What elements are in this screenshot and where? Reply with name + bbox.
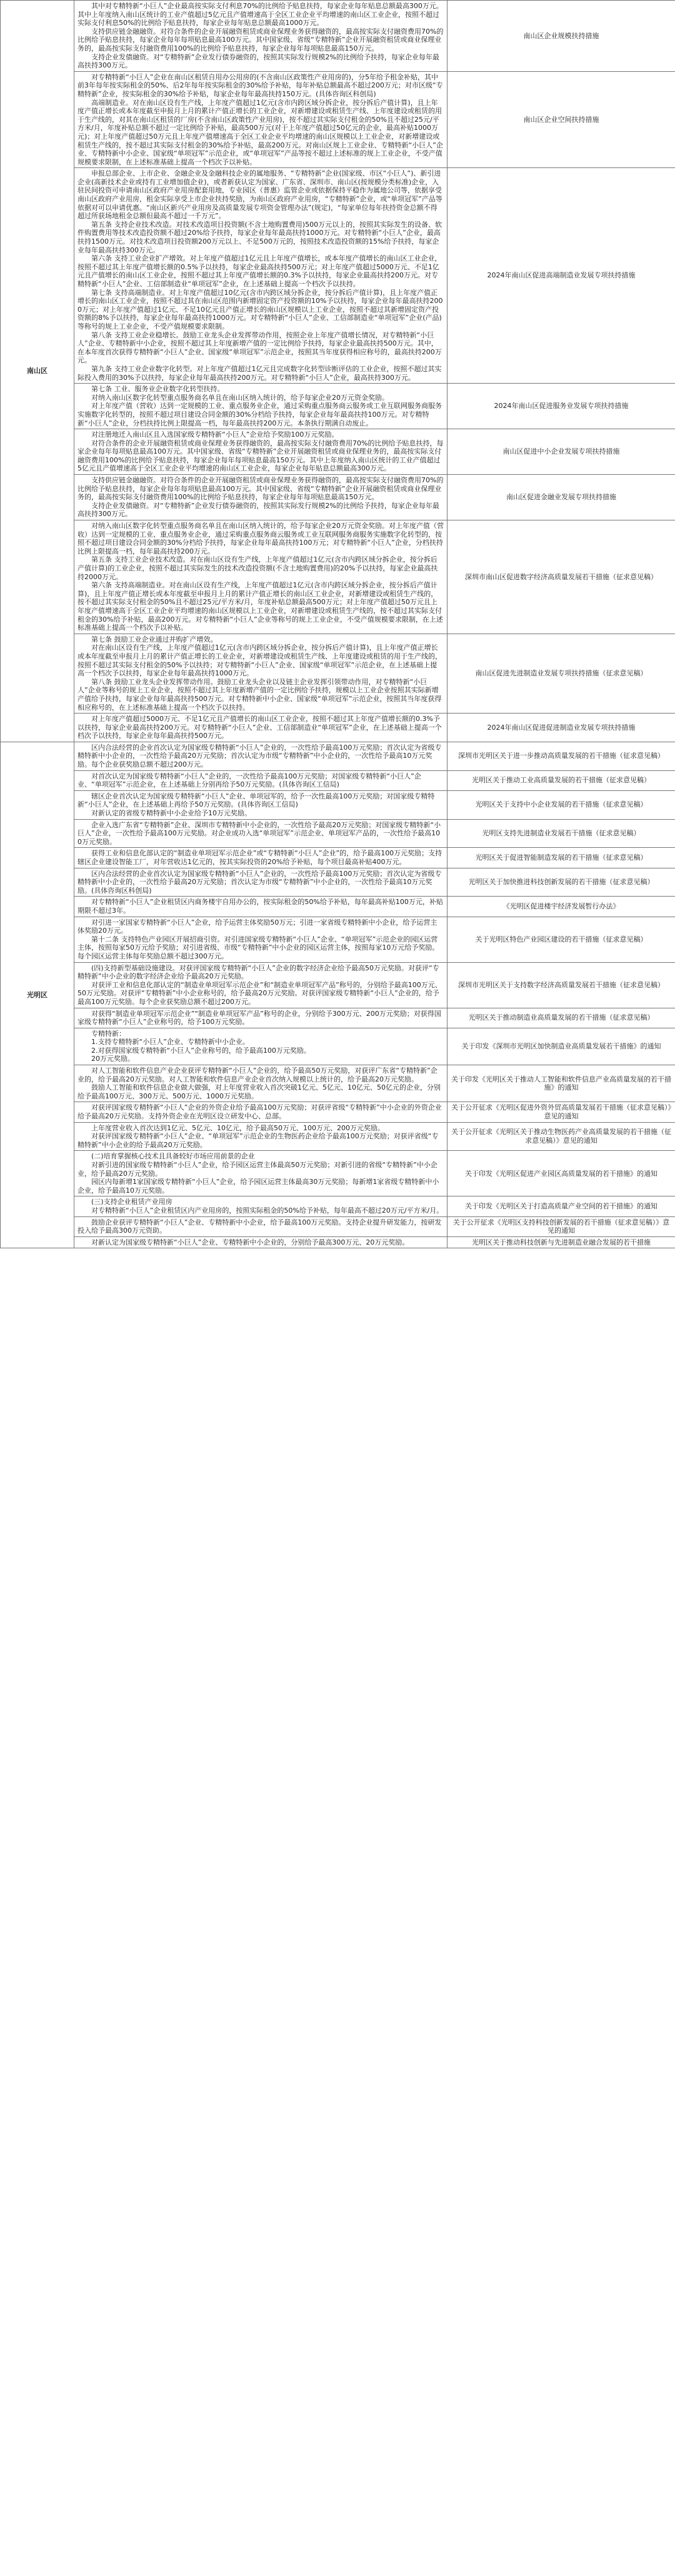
content-cell bbox=[74, 868, 448, 897]
content-paragraph: 区内合法经营的企业首次认定为国家级专精特新“小巨人”企业的，一次性给予最高100万元奖励；首次认定为省级专精特新中小企业的，一次性给予最高20万元奖励；首次认定为市级“专精特新”中小企业的，一次性给予最高10万元奖励。(具体咨询区科创局) bbox=[78, 869, 442, 895]
table-row bbox=[1, 742, 675, 770]
table-row bbox=[1, 1151, 675, 1196]
table-row bbox=[1, 819, 675, 848]
policy-name-cell: 2024年南山区促进促进制造业发展专项扶持措施 bbox=[448, 714, 675, 742]
content-cell bbox=[74, 475, 448, 520]
table-row bbox=[1, 897, 675, 917]
policy-table bbox=[0, 0, 675, 1248]
content-paragraph: 第九条 支持工业企业数字化转型。对上年度产值超过1亿元且完成数字化转型诊断评估的工业企业，按照不超过其实际投入费用的30%予以扶持，每家企业每年最高扶持200万元。对专精特新“小巨人”企业，最高扶持300万元。 bbox=[78, 364, 442, 382]
content-cell bbox=[74, 1102, 448, 1122]
content-cell bbox=[74, 1065, 448, 1102]
policy-name-cell: 光明区关于加快推进科技创新发展的若干措施（征求意见稿） bbox=[448, 868, 675, 897]
content-paragraph: 区内合法经营的企业首次认定为国家级专精特新“小巨人”企业的，一次性给予最高100万元奖励；首次认定为省级专精特新中小企业的，一次性给予最高20万元奖励；首次认定为市级“专精特新”中小企业的，一次性给予最高10万元奖励。每个企业获奖励总额不超过200万元。 bbox=[78, 743, 442, 769]
content-cell bbox=[74, 71, 448, 168]
content-cell bbox=[74, 1236, 448, 1248]
content-paragraph: 第八条 支持工业企业稳增长。鼓励工业龙头企业发挥带动作用，按照企业上年度产值增长情况，对专精特新“小巨人”企业、专精特新中小企业，按照不超过其上年度新增产值的一定比例给予扶持，每家企业最高扶持500万元。其中，在本年度首次获得专精特新“小巨人”企业、国家级“单项冠军”示范企业，按照其当年度获得相应称号的，最高扶持200万元。 bbox=[78, 331, 442, 365]
content-paragraph: 对新认定为国家级专精特新“小巨人”企业、专精特新中小企业的，分别给予最高300万元、20万元奖励。 bbox=[91, 1238, 409, 1246]
content-cell bbox=[74, 1008, 448, 1028]
table-row bbox=[1, 917, 675, 962]
content-cell bbox=[74, 714, 448, 742]
content-cell bbox=[74, 520, 448, 634]
content-paragraph: 申报总部企业、上市企业、金融企业及金融科技企业的属地服务、“专精特新”企业(国家级、市区“小巨人”)、新引进企业(高新技术企业或持有工业增加值企业)，或者新获认定为国家、广东省、深圳市、南山区(按规模分类标准)企业，入驻民间投资可申请南山区政府产业用房配套用地，专业园区（普惠）监管企业或依据保持平稳作为属地公司等，依据享受南山区政府产业用房，租金实际享受上市企业扶持奖励，为南山区政府产业用房，“专精特新”企业，或“单项冠军”产品等依据对可以申请优惠。“南山区新兴产业用房及高质量发展专项资金管理办法”(规定)，“每家单位每年扶持资金总额不得超过所获场地租金总额但最高不超过一千万元”。 bbox=[78, 169, 442, 221]
content-paragraph: 对新认定的省级专精特新中小企业给予10万元奖励。 bbox=[91, 809, 251, 818]
content-paragraph: 园区内每新增1家国家级专精特新“小巨人”企业，给予园区运营主体最高30万元奖励；每新增1家省级专精特新中小企业，给予最高10万元奖励。 bbox=[78, 1178, 439, 1195]
content-paragraph: 支持供应链金融融资。对符合条件的企业开展融资租赁或商业保理业务获得融资的，最高按实际支付融资费用70%的比例给予贴息扶持，每家企业每年每项贴息最高100万元。其中国家级、省级“专精特新”企业开展融资租赁或商业保理业务的，最高按实际支付融资费用100%的比例给予贴息扶持，每家企业每年每项贴息最高150万元。 bbox=[78, 27, 444, 52]
content-paragraph: 对获得“制造业单项冠军示范企业”“制造业单项冠军产品”称号的企业，分别给予300万元、200万元奖励；对获得国家级专精特新“小巨人”企业称号的，给予100万元奖励。 bbox=[78, 1009, 441, 1027]
policy-name-cell: 光明区支持先进制造业发展若干措施（征求意见稿） bbox=[448, 819, 675, 848]
content-paragraph: 对上年度产值（营收）达到一定规模的工业、重点服务业企业，通过采购重点服务商云服务或工业互联网服务商服务实施数字化转型的，按照不超过项目建设合同金额的30%分档给予扶持，每家企业每年最高扶持100万元。对专精特新“小巨人”企业，分档扶持比例上限提高一档，每年最高扶持200万元。本条执行期满自动废止。 bbox=[78, 402, 442, 427]
content-paragraph: 鼓励人工智能和软件信息企业做大做强，对上年度营业收入首次突破1亿元、5亿元、10亿元、50亿元的企业，分别给予最高100万元、300万元、500万元、1000万元奖励。 bbox=[78, 1083, 441, 1100]
content-paragraph: 对获评国家级专精特新“小巨人”企业的外资企业给予最高100万元奖励；对获评省级“专精特新”中小企业的外资企业给予最高20万元奖励。支持外资企业在光明区设立研发中心、总部。 bbox=[78, 1103, 442, 1121]
content-paragraph: 鼓励企业获评专精特新“小巨人”企业、专精特新中小企业，给予最高100万元奖励。支持企业提升研发能力，按研发投入给予最高300万元资助。 bbox=[78, 1218, 442, 1235]
table-row bbox=[1, 475, 675, 520]
content-paragraph: 对获评国家级专精特新“小巨人”企业、“单项冠军”示范企业的生物医药企业给予最高100万元奖励；对获评省级“专精特新”中小企业的给予最高20万元奖励。 bbox=[78, 1132, 439, 1149]
content-cell bbox=[74, 1122, 448, 1151]
table-row bbox=[1, 868, 675, 897]
table-row bbox=[1, 634, 675, 713]
table-row bbox=[1, 384, 675, 429]
content-cell bbox=[74, 1, 448, 72]
table-row bbox=[1, 1, 675, 72]
content-paragraph: 高端制造业。对在南山区设有生产线，上年度产值超过1亿元(含市内跨区域分拆企业，按分拆后产值计算)，且上年度产值正增长或本年度截至申报月上月的累计产值正增长的工业企业，对新增建设或租赁生产线、上年度建设或租赁的用于生产线的，对其在南山区租赁的厂房(不含南山区政策性产业用房)，按不超过其实际支付租金的50%且不超过25元/平方米/月，年度补贴总额不超过一定比例给予补贴，最高500万元(对于上年度产值超过50亿元的企业，最高补贴1000万元)；对上年度产值超过50万元且上年度产值增速高于全区工业企业平均增速的南山区规模以上工业企业，对新增建设或租赁生产线的，按不超过其实际支付租金的30%给予补贴，最高200万元。对南山区规上工业企业、专精特新“小巨人”企业、专精特新中小企业、国家级“单项冠军”示范企业，或“单项冠军”产品等按不超过上述标准的规上工业企业，不受产值规模要求限制，在上述标准基础上提高一个档次予以补贴。 bbox=[78, 98, 443, 166]
content-paragraph: 专精特新： bbox=[91, 1029, 126, 1038]
content-cell bbox=[74, 634, 448, 713]
content-paragraph: 对新引进的国家级专精特新“小巨人”企业，给予园区运营主体最高50万元奖励；对新引进的省级“专精特新”中小企业，给予最高20万元奖励。 bbox=[78, 1161, 438, 1178]
table-row bbox=[1, 520, 675, 634]
policy-name-cell: 光明区关于推动科技创新与先进制造业融合发展的若干措施 bbox=[448, 1236, 675, 1248]
content-cell bbox=[74, 962, 448, 1008]
table-row bbox=[1, 770, 675, 790]
content-cell bbox=[74, 429, 448, 475]
district-cell: 南山区 bbox=[1, 1, 74, 742]
table-row bbox=[1, 1196, 675, 1216]
content-paragraph: 20万元奖励。 bbox=[91, 1055, 134, 1063]
content-paragraph: 对纳入南山区数字化转型重点服务商名单且在南山区纳入统计的，给予每家企业20万元资金奖励。 bbox=[91, 393, 389, 402]
content-paragraph: (二)培育掌握核心技术且具备较好市场应用前景的企业 bbox=[91, 1152, 255, 1161]
content-cell bbox=[74, 742, 448, 770]
policy-name-cell: 南山区促进中小企业发展专项扶持措施 bbox=[448, 429, 675, 475]
district-cell: 光明区 bbox=[1, 742, 74, 1248]
table-row bbox=[1, 71, 675, 168]
content-cell bbox=[74, 168, 448, 384]
content-paragraph: 对专精特新“小巨人”企业在南山区租赁自用办公用房的(不含南山区政策性产业用房的)，分5年给予租金补贴，其中前3年每年按实际租金的50%、后2年每年按实际租金的30%给予补贴，每年补贴总额最高不超过200万元；对市区级“专精特新”企业，按实际租金的30%给予补贴，每家企业每年最高扶持150万元。(具体咨询区科创局) bbox=[78, 72, 443, 98]
content-paragraph: 对引进一家国家专精特新“小巨人”企业，给予运营主体奖励50万元；引进一家省级专精特新中小企业，给予运营主体奖励20万元。 bbox=[78, 918, 438, 935]
content-paragraph: 对在南山区设有生产线，上年度产值超过1亿元(含市内跨区域分拆企业，按分拆后产值计算)，且上年度产值正增长或本年度截至申报月上月的累计产值正增长的工业企业，对新增建设或租赁生产线、上年度建设或租赁的用于生产线的，按照不超过其实际支付租金的50%予以扶持；对专精特新“小巨人”企业、国家级“单项冠军”示范企业，在上述基础上提高一个档次予以扶持，每家企业每年最高扶持1000万元。 bbox=[78, 644, 442, 678]
content-paragraph: 对获评工业和信息化部认定的“制造业单项冠军示范企业”和“制造业单项冠军产品”称号的，分别给予最高100万元、50万元奖励。对获评“专精特新”中小企业称号的，给予最高20万元奖励。对获评国家级专精特新“小巨人”企业的，给予最高100万元奖励。每个企业获奖励总额不超过200万元。 bbox=[78, 980, 442, 1006]
policy-name-cell: 南山区企业规模扶持措施 bbox=[448, 1, 675, 72]
content-paragraph: 第六条 支持高端制造业。对在南山区设有生产线，上年度产值超过1亿元(含市内跨区域分拆企业，按分拆后产值计算)，且上年度产值正增长或本年度截至申报月上月的累计产值正增长的南山区工业企业，对新增建设或租赁生产线的，按不超过其实际支付租金的50%且不超过25元/平方米/月，年度补贴总额最高500万元；对上年度产值超过50万元且上年度产值增速高于全区工业企业平均增速的南山区规模以上工业企业，对新增建设或租赁生产线的，按不超过其实际支付租金的30%给予补贴，最高200万元。对专精特新“小巨人”企业等称号的规上工业企业，不受产值规模要求限制，在上述标准基础上提高一个档次予以补贴。 bbox=[78, 581, 443, 632]
content-paragraph: 第五条 支持企业技术改造。对技术改造项目投资额(不含土地购置费用)500万元以上的，按照其实际发生的设备、软件购置费用等技术改造投资额不超过20%给予扶持，每家企业每年最高扶持1000万元。对专精特新“小巨人”企业，最高扶持1500万元。对技术改造项目投资额200万元以上、不足500万元的，按照技术改造投资额的15%给予扶持，每家企业每年最高扶持300万元。 bbox=[78, 220, 442, 254]
content-paragraph: 第七条 鼓励工业企业通过并购扩产增效。 bbox=[91, 635, 218, 644]
content-cell bbox=[74, 1028, 448, 1065]
content-paragraph: 第六条 支持工业企业扩产增效。对上年度产值超过1亿元且上年度产值增长，或本年度产值增长的南山区工业企业，按照不超过其上年度产值增长额的0.5%予以扶持，每家企业最高扶持500万元；对上年度产值超过5000万元、不足1亿元且产值增长的南山区工业企业，按照不超过其上年度产值增长额的0.3%予以扶持，每家企业最高扶持200万元。对专精特新“小巨人”企业、工信部制造业“单项冠军”企业，在上述基础上提高一个档次予以扶持。 bbox=[78, 254, 442, 288]
table-row bbox=[1, 714, 675, 742]
table-row bbox=[1, 1008, 675, 1028]
content-cell bbox=[74, 1216, 448, 1236]
policy-name-cell: 深圳市南山区促进数字经济高质量发展若干措施（征求意见稿） bbox=[448, 520, 675, 634]
policy-name-cell: 关于印发《深圳市光明区加快制造业高质量发展若干措施》的通知 bbox=[448, 1028, 675, 1065]
table-row bbox=[1, 1216, 675, 1236]
policy-name-cell: 关于印发《光明区促进产业园区高质量发展的若干措施》的通知 bbox=[448, 1151, 675, 1196]
policy-name-cell: 光明区关于推动工业高质量发展的若干措施（征求意见稿） bbox=[448, 770, 675, 790]
policy-name-cell: 2024年南山区促进服务业发展专项扶持措施 bbox=[448, 384, 675, 429]
table-row bbox=[1, 1102, 675, 1122]
content-paragraph: 对注册地迁入南山区且入选国家级专精特新“小巨人”企业给予奖励100万元奖励。 bbox=[91, 430, 339, 439]
policy-name-cell: 关于印发《光明区关于打造高质量产业空间的若干措施》的通知 bbox=[448, 1196, 675, 1216]
table-row bbox=[1, 962, 675, 1008]
policy-name-cell: 关于公开征求《光明区促进外资外贸高质量发展若干措施（征求意见稿）》意见的通知 bbox=[448, 1102, 675, 1122]
table-row bbox=[1, 1065, 675, 1102]
policy-name-cell: 关于公开征求《光明区关于推动生物医药产业高质量发展的若干措施（征求意见稿）》意见的通知 bbox=[448, 1122, 675, 1151]
table-row bbox=[1, 168, 675, 384]
content-paragraph: 对人工智能和软件信息产业企业获评专精特新“小巨人”企业的，给予最高50万元奖励，对获评广东省“专精特新”企业的，给予最高20万元奖励。对人工智能和软件信息产业企业首次纳入规模以上统计的，给予最高20万元奖励。 bbox=[78, 1067, 438, 1083]
content-paragraph: 上年度营业收入首次达到1亿元、5亿元、10亿元，给予最高50万元、100万元、200万元奖励。 bbox=[91, 1123, 384, 1132]
content-paragraph: 对专精特新“小巨人”企业租赁区内产业用房的，按照实际租金的50%给予补贴，每年最高不超过20万元/平方米/月。 bbox=[91, 1206, 444, 1215]
content-paragraph: 第五条 支持工业企业技术改造。对在南山区设有生产线，上年度产值超过1亿元(含市内跨区域分拆企业，按分拆后产值计算)的工业企业，按照不超过其实际发生的技术改造投资额(不含土地购置费用)的20%予以扶持，每家企业最高扶持2000万元。 bbox=[78, 555, 438, 581]
policy-name-cell: 南山区企业空间扶持措施 bbox=[448, 71, 675, 168]
table-row bbox=[1, 1122, 675, 1151]
content-paragraph: 第七条 工业、服务业企业数字化转型扶持。 bbox=[91, 385, 224, 394]
content-paragraph: 对首次认定为国家级专精特新“小巨人”企业的，一次性给予最高100万元奖励；对国家级专精特新“小巨人”企业、“单项冠军”示范企业，在上述基础上分别再给予50万元奖励。(具体咨询区工信局) bbox=[78, 772, 421, 789]
content-paragraph: 2.对获得国家级专精特新“小巨人”企业称号的，给予最高100万元奖励。 bbox=[91, 1046, 311, 1055]
policy-name-cell: 关于印发《光明区关于推动人工智能和软件信息产业高质量发展的若干措施》的通知 bbox=[448, 1065, 675, 1102]
content-paragraph: 第八条 鼓励工业龙头企业发挥带动作用。鼓励工业龙头企业以及链主企业发挥引领带动作用，对专精特新“小巨人”企业等称号的规上工业企业，按照不超过其上年度新增产值的一定比例给予扶持，规模以上工业企业按照其实际新增产值给予扶持，每家企业每年最高扶持500万元。对专精特新中小企业、国家级“单项冠军”示范企业，按照其当年度获得相应称号的，在上述标准基础上提高一个档次予以扶持。 bbox=[78, 677, 442, 712]
content-paragraph: 对符合条件的企业开展融资租赁或商业保理业务获得融资的，最高按实际支付融资费用70%的比例给予贴息扶持，每家企业每年每项贴息最高100万元。其中国家级、省级“专精特新”企业开展融资租赁或商业保理业务的，最高按实际支付融资费用100%的比例给予贴息扶持，每家企业每年每项贴息最高150万元。其中上年度纳入南山区统计的工业产值超过5亿元且产值增速高于全区工业企业平均增速的南山区工业企业，每家企业每年贴息总额最高300万元。 bbox=[78, 439, 444, 473]
content-paragraph: 支持企业发债融资。对“专精特新”企业发行债券融资的，按照其实际发行规模2%的比例给予扶持，每家企业每年最高扶持300万元。 bbox=[78, 52, 439, 70]
policy-name-cell: 2024年南山区促进高端制造业发展专项扶持措施 bbox=[448, 168, 675, 384]
policy-name-cell: 光明区关于促进智能制造发展的若干措施（征求意见稿） bbox=[448, 848, 675, 868]
table-row bbox=[1, 429, 675, 475]
table-row bbox=[1, 1028, 675, 1065]
table-row bbox=[1, 790, 675, 819]
policy-name-cell: 《光明区促进楼宇经济发展暂行办法》 bbox=[448, 897, 675, 917]
policy-name-cell: 光明区关于支持中小企业发展的若干措施（征求意见稿） bbox=[448, 790, 675, 819]
content-paragraph: 获得工业和信息化部认定的“制造业单项冠军示范企业”或“专精特新“小巨人”企业”的，给予最高100万元奖励；支持辖区企业建设智能工厂，对年营收达1亿元的，按其实际投资的20%给予补贴，每个项目最高补贴400万元。 bbox=[78, 849, 442, 866]
content-paragraph: 对专精特新“小巨人”企业租赁区内商务楼宇自用办公的，按实际租金的50%给予补贴，每年最高补贴100万元，补贴期限不超过3年。 bbox=[78, 898, 443, 915]
content-cell bbox=[74, 897, 448, 917]
content-paragraph: 第十二条 支持特色产业园区开展招商引资。对引进国家级专精特新“小巨人”企业、“单项冠军”示范企业的园区运营主体，按照每家50万元给予奖励；对引进省级、市级“专精特新”中小企业的园区运营主体，按照每家10万元给予奖励。每个园区运营主体每年奖励总额不超过300万元。 bbox=[78, 935, 439, 960]
content-cell bbox=[74, 1151, 448, 1196]
content-cell bbox=[74, 848, 448, 868]
table-body bbox=[1, 1, 675, 1248]
content-paragraph: 第七条 支持高端制造业。对上年度产值超过10亿元(含市内跨区域分拆企业，按分拆后产值计算)，且上年度产值正增长的南山区工业企业，按照不超过其在南山区范围内新增固定资产投资额的10%予以扶持，每家企业每年最高扶持2000万元；对上年度产值超过1亿元、不足10亿元且产值正增长的南山区规模以上工业企业，按照不超过其新增固定资产投资额的8%予以扶持，每家企业每年最高扶持1000万元。对专精特新“小巨人”企业、工信部制造业“单项冠军”企业(产品)等称号的规上工业企业，不受产值规模要求限制。 bbox=[78, 288, 443, 331]
content-cell bbox=[74, 917, 448, 962]
content-paragraph: 1.支持专精特新“小巨人”企业、专精特新中小企业。 bbox=[91, 1038, 249, 1047]
policy-name-cell: 南山区促进先进制造业发展专项扶持措施（征求意见稿） bbox=[448, 634, 675, 713]
policy-name-cell: 深圳市光明区关于支持数字经济高质量发展若干措施（征求意见稿） bbox=[448, 962, 675, 1008]
policy-name-cell: 南山区促进金融业发展专项扶持措施 bbox=[448, 475, 675, 520]
policy-name-cell: 光明区关于推动制造业高质量发展的若干措施（征求意见稿） bbox=[448, 1008, 675, 1028]
content-cell bbox=[74, 384, 448, 429]
policy-name-cell: 深圳市光明区关于进一步推动高质量发展的若干措施（征求意见稿） bbox=[448, 742, 675, 770]
policy-name-cell: 关于光明区特色产业园区建设的若干措施（征求意见稿） bbox=[448, 917, 675, 962]
table-row bbox=[1, 848, 675, 868]
content-cell bbox=[74, 770, 448, 790]
content-paragraph: 支持企业发债融资。对“专精特新”企业发行债券融资的，按照其实际发行规模2%的比例给予扶持，每家企业每年最高扶持300万元。 bbox=[78, 501, 439, 519]
content-paragraph: 对纳入南山区数字化转型重点服务商名单且在南山区纳入统计的，给予每家企业20万元资金奖励。对上年度产值（营收）达到一定规模的工业、重点服务业企业，通过采购重点服务商云服务或工业互联网服务商服务实施数字化转型的，按照不超过项目建设合同金额的30%分档给予扶持，每家企业每年最高扶持100万元；对专精特新“小巨人”企业，分档扶持比例上限提高一档，每年最高扶持200万元。 bbox=[78, 522, 444, 555]
content-paragraph: 辖区企业首次认定为国家级专精特新“小巨人”企业、单项冠军的，给予一次性最高100万元奖励；对国家级专精特新“小巨人”企业，在上述基础上再给予50万元奖励。(具体咨询区工信局) bbox=[78, 792, 435, 809]
content-paragraph: 企业入选广东省“专精特新”企业、深圳市专精特新中小企业的，一次性给予最高20万元奖励；对国家级专精特新“小巨人”企业，一次性给予最高100万元奖励。对企业成功入选“单项冠军”示范企业、单项冠军产品的，一次性给予最高100万元奖励。 bbox=[78, 820, 441, 846]
content-paragraph: 对上年度产值超过5000万元、不足1亿元且产值增长的南山区工业企业，按照不超过其上年度产值增长额的0.3%予以扶持，每家企业最高扶持200万元。对专精特新“小巨人”企业、工信部制造业“单项冠军”企业，在上述基础上提高一个档次予以扶持，每家企业每年最高扶持500万元。 bbox=[78, 715, 442, 740]
content-paragraph: 其中对专精特新“小巨人”企业最高按实际支付利息70%的比例给予贴息扶持，每家企业每年贴息总额最高300万元。其中上年度纳入南山区统计的工业产值超过5亿元且产值增速高于全区工业企业平均增速的南山区工业企业，按照不超过实际支付利息50%的比例给予贴息扶持，每家企业每年贴息总额最高1000万元。 bbox=[78, 2, 443, 27]
content-cell bbox=[74, 819, 448, 848]
table-row bbox=[1, 1236, 675, 1248]
content-paragraph: (四)支持新型基础设施建设。对获评国家级专精特新“小巨人”企业的数字经济企业给予最高50万元奖励。对获评“专精特新”中小企业的数字经济企业给予最高20万元奖励。 bbox=[78, 963, 439, 981]
content-paragraph: 支持供应链金融融资。对符合条件的企业开展融资租赁或商业保理业务获得融资的，最高按实际支付融资费用70%的比例给予贴息扶持，每家企业每年每项贴息最高100万元。其中国家级、省级“专精特新”企业开展融资租赁或商业保理业务的，最高按实际支付融资费用100%的比例给予贴息扶持，每家企业每年每项贴息最高150万元。 bbox=[78, 476, 444, 502]
content-cell bbox=[74, 1196, 448, 1216]
content-cell bbox=[74, 790, 448, 819]
content-paragraph: (三)支持企业租赁产业用房 bbox=[91, 1198, 172, 1206]
policy-name-cell: 关于公开征求《光明区支持科技创新发展的若干措施（征求意见稿）》意见的通知 bbox=[448, 1216, 675, 1236]
